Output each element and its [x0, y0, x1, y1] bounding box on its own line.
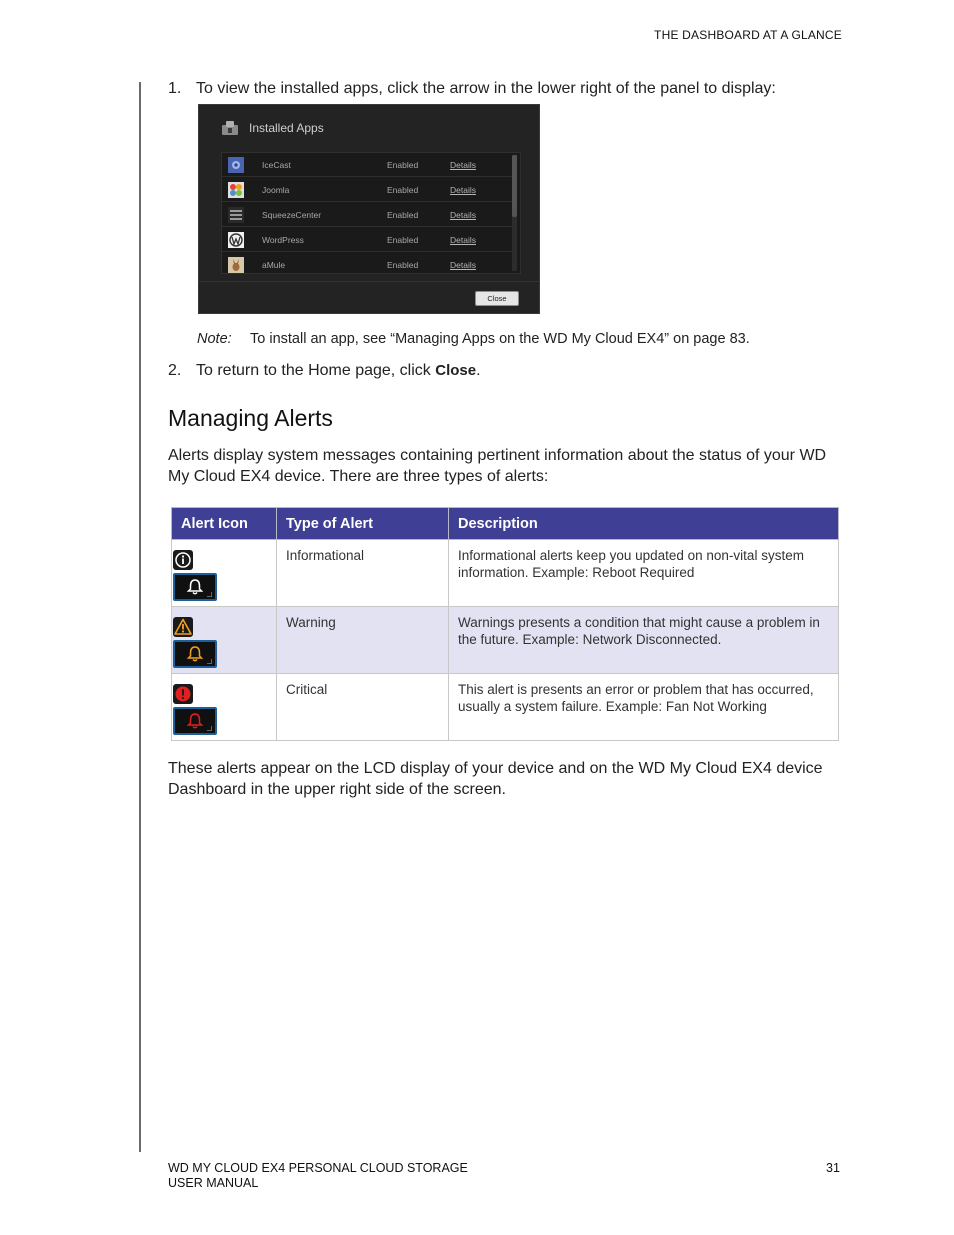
table-row — [172, 607, 839, 674]
app-status: Enabled — [387, 260, 419, 270]
app-name: SqueezeCenter — [262, 210, 322, 220]
app-status: Enabled — [387, 160, 419, 170]
resize-corner-icon — [207, 726, 212, 731]
resize-corner-icon — [207, 659, 212, 664]
joomla-icon — [228, 182, 244, 198]
app-name: IceCast — [262, 160, 291, 170]
apps-list — [221, 152, 521, 274]
app-status: Enabled — [387, 235, 419, 245]
installed-apps-panel — [198, 104, 540, 314]
alert-icon-cell — [172, 674, 277, 741]
step-text: To view the installed apps, click the arrow in the lower right of the panel to display: — [196, 80, 776, 97]
info-icon — [173, 550, 193, 570]
alert-type: Informational — [277, 540, 449, 607]
page-number: 31 — [826, 1161, 840, 1175]
resize-corner-icon — [207, 592, 212, 597]
app-name: Joomla — [262, 185, 290, 195]
alert-type: Critical — [277, 674, 449, 741]
details-link[interactable]: Details — [450, 260, 476, 270]
column-header: Type of Alert — [277, 508, 449, 540]
margin-rule — [139, 82, 141, 1152]
list-item — [222, 178, 514, 202]
scrollbar-thumb[interactable] — [512, 155, 517, 217]
details-link[interactable]: Details — [450, 160, 476, 170]
step-number: 1. — [168, 80, 182, 97]
list-item — [222, 153, 514, 177]
step-1 — [168, 80, 776, 98]
column-header: Description — [449, 508, 839, 540]
details-link[interactable]: Details — [450, 235, 476, 245]
step-text-end: . — [476, 362, 481, 379]
alert-description: This alert is presents an error or problem that has occurred, usually a system failure. Example: Fan Not Working — [449, 674, 839, 741]
bell-warning-icon — [173, 640, 217, 668]
details-link[interactable]: Details — [450, 185, 476, 195]
alert-description: Informational alerts keep you updated on non-vital system information. Example: Reboot Required — [449, 540, 839, 607]
app-status: Enabled — [387, 185, 419, 195]
step-text: To return to the Home page, click — [196, 362, 436, 379]
note-text: To install an app, see “Managing Apps on the WD My Cloud EX4” on page 83. — [250, 331, 750, 347]
column-header: Alert Icon — [172, 508, 277, 540]
panel-header — [221, 119, 324, 137]
section-title: Managing Alerts — [168, 405, 333, 431]
alert-icon-cell — [172, 607, 277, 674]
note — [197, 331, 750, 347]
icecast-icon — [228, 157, 244, 173]
footer-product — [168, 1161, 468, 1191]
squeezecenter-icon — [228, 207, 244, 223]
bell-critical-icon — [173, 707, 217, 735]
footer-line-2: USER MANUAL — [168, 1176, 259, 1190]
bell-icon — [173, 573, 217, 601]
running-header: THE DASHBOARD AT A GLANCE — [654, 28, 842, 42]
apps-icon — [221, 120, 239, 136]
alert-description: Warnings presents a condition that might cause a problem in the future. Example: Network Disconnected. — [449, 607, 839, 674]
amule-icon — [228, 257, 244, 273]
panel-divider — [199, 281, 539, 282]
intro-paragraph: Alerts display system messages containing pertinent information about the status of your WD My Cloud EX4 device. There are three types of alerts: — [168, 447, 827, 485]
warning-icon — [173, 617, 193, 637]
step-number: 2. — [168, 362, 182, 379]
table-row — [172, 674, 839, 741]
app-name: aMule — [262, 260, 286, 270]
close-button[interactable]: Close — [475, 291, 519, 306]
footer-line-1: WD MY CLOUD EX4 PERSONAL CLOUD STORAGE — [168, 1161, 468, 1175]
alert-table — [171, 507, 839, 741]
wordpress-icon — [228, 232, 244, 248]
table-header-row — [172, 508, 839, 540]
alert-type: Warning — [277, 607, 449, 674]
note-label: Note: — [197, 331, 232, 347]
close-keyword: Close — [435, 362, 477, 379]
app-name: WordPress — [262, 235, 304, 245]
apps-list-scrollbar[interactable] — [512, 155, 517, 271]
alert-icon-cell — [172, 540, 277, 607]
critical-icon — [173, 684, 193, 704]
list-item — [222, 228, 514, 252]
panel-title: Installed Apps — [249, 121, 324, 135]
app-status: Enabled — [387, 210, 419, 220]
table-row — [172, 540, 839, 607]
closing-paragraph: These alerts appear on the LCD display of your device and on the WD My Cloud EX4 device Dashboard in the upper right side of the screen. — [168, 760, 823, 798]
step-2 — [168, 362, 481, 380]
list-item — [222, 203, 514, 227]
details-link[interactable]: Details — [450, 210, 476, 220]
list-item — [222, 253, 514, 274]
